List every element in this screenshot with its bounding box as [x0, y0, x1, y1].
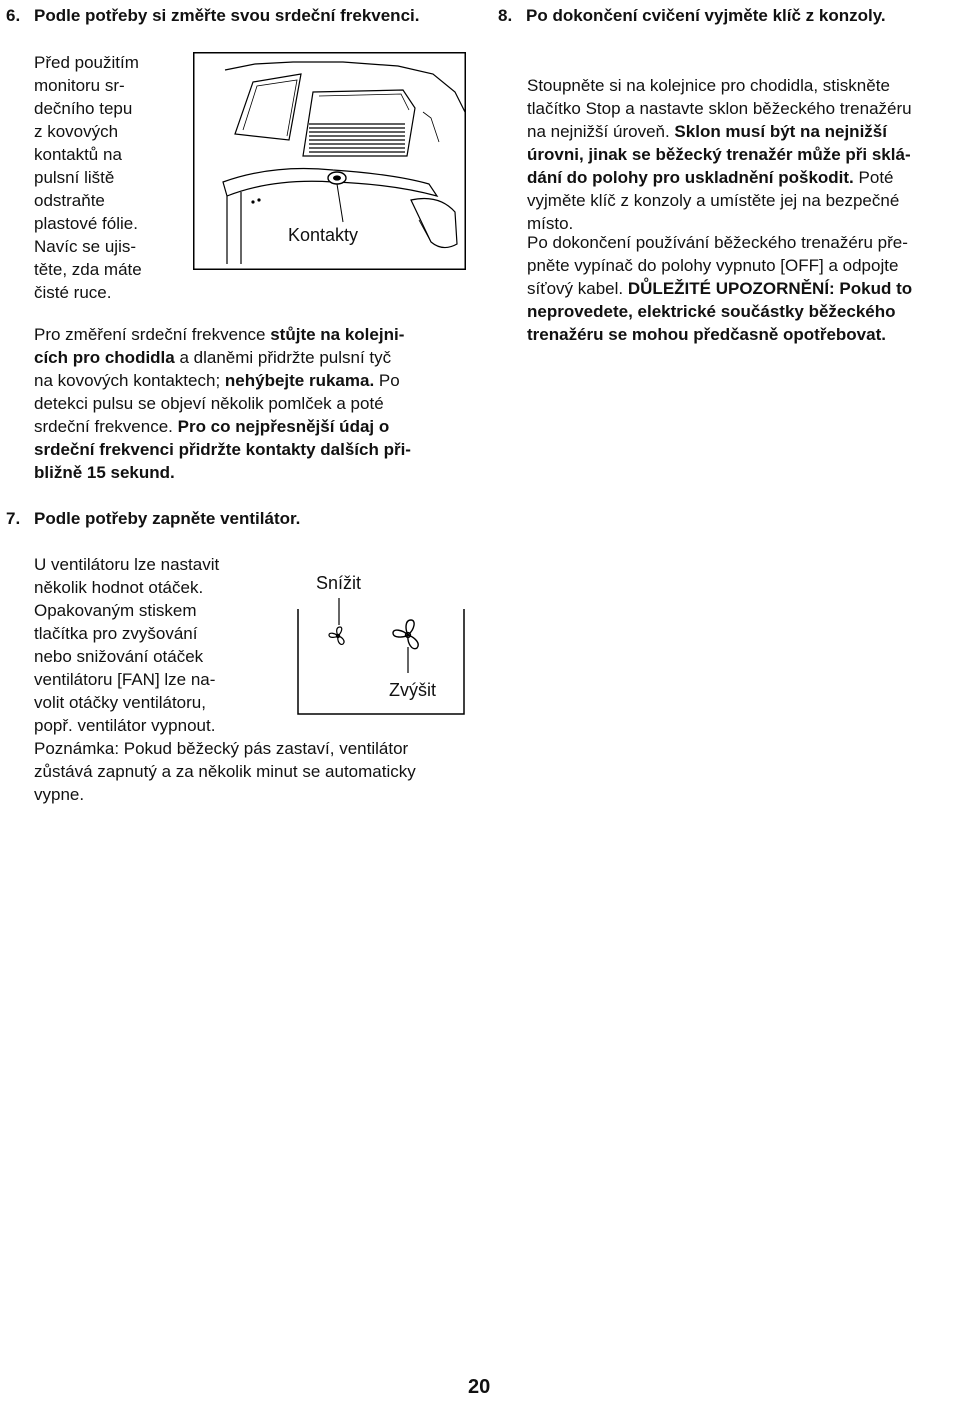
fan-increase-label: Zvýšit [389, 680, 436, 700]
section-6-number: 6. [6, 6, 21, 25]
text-run: Poté [853, 168, 894, 187]
note-line: Poznámka: Pokud běžecký pás zastaví, ventilátor [34, 739, 409, 758]
paragraph-line [34, 346, 411, 369]
text-run: na nejnižší úroveň. [527, 122, 675, 141]
section-8-number: 8. [498, 6, 513, 25]
fan-control-illustration [290, 565, 470, 715]
paragraph-line [527, 300, 912, 323]
intro-line: dečního tepu [34, 99, 133, 118]
intro-line: odstraňte [34, 191, 105, 210]
intro-line: pulsní liště [34, 168, 115, 187]
intro-line: těte, zda máte [34, 260, 142, 279]
paragraph-line: místo. [527, 214, 574, 233]
fan-panel-drawing [290, 565, 470, 715]
paragraph-line: pněte vypínač do polohy vypnuto [OFF] a odpojte [527, 256, 899, 275]
body-line: U ventilátoru lze nastavit [34, 555, 220, 574]
section-6-intro [34, 51, 142, 304]
text-run: srdeční frekvence. [34, 417, 178, 436]
note-line: vypne. [34, 785, 85, 804]
body-line: volit otáčky ventilátoru, [34, 693, 206, 712]
section-8-paragraph-1 [527, 74, 912, 235]
section-8-heading [498, 4, 886, 27]
text-run: a dlaněmi přidržte pulsní tyč [174, 348, 392, 367]
paragraph-line [34, 323, 411, 346]
text-run-bold: neprovedete, elektrické součástky běžeckého [527, 302, 896, 321]
body-line: Opakovaným stiskem [34, 601, 197, 620]
section-6-heading [6, 4, 419, 27]
paragraph-line [527, 166, 912, 189]
fan-icon [327, 625, 349, 647]
text-run: Pro změření srdeční frekvence [34, 325, 271, 344]
section-7-number: 7. [6, 509, 21, 528]
text-run-bold: Sklon musí být na nejnižší [674, 122, 887, 141]
paragraph-line [527, 277, 912, 300]
fan-decrease-label: Snížit [316, 573, 362, 593]
paragraph-line [527, 143, 912, 166]
section-6-paragraph [34, 323, 411, 484]
text-run-bold: Pro co nejpřesnější údaj o [177, 417, 390, 436]
section-8-paragraph-2 [527, 231, 912, 346]
body-line: nebo snižování otáček [34, 647, 204, 666]
text-run: Po [374, 371, 400, 390]
intro-line: Navíc se ujis- [34, 237, 137, 256]
treadmill-console-illustration [193, 52, 466, 270]
text-run-bold: cích pro chodidla [34, 348, 175, 367]
text-run-bold: trenažéru se mohou předčasně opotřebovat. [527, 325, 886, 344]
text-run: na kovových kontaktech; [34, 371, 225, 390]
intro-line: čisté ruce. [34, 283, 112, 302]
text-run-bold: úrovni, jinak se běžecký trenažér může při sklá- [527, 145, 911, 164]
section-8-title: Po dokončení cvičení vyjměte klíč z konzoly. [526, 6, 886, 25]
text-run-bold: bližně 15 sekund. [34, 463, 175, 482]
paragraph-line: tlačítko Stop a nastavte sklon běžeckého trenažéru [527, 99, 912, 118]
paragraph-line [34, 415, 411, 438]
intro-line: z kovových [34, 122, 119, 141]
text-run-bold: srdeční frekvenci přidržte kontakty dalších při- [34, 440, 411, 459]
text-run-bold: nehýbejte rukama. [224, 371, 375, 390]
paragraph-line: detekci pulsu se objeví několik pomlček a poté [34, 394, 384, 413]
section-7-title: Podle potřeby zapněte ventilátor. [34, 509, 301, 528]
intro-line: kontaktů na [34, 145, 122, 164]
contacts-label: Kontakty [288, 225, 359, 245]
section-6-title: Podle potřeby si změřte svou srdeční frekvenci. [34, 6, 420, 25]
paragraph-line [34, 438, 411, 461]
intro-line: plastové fólie. [34, 214, 138, 233]
text-run: síťový kabel. [527, 279, 628, 298]
paragraph-line [527, 120, 912, 143]
body-line: tlačítka pro zvyšování [34, 624, 198, 643]
text-run-bold: DŮLEŽITÉ UPOZORNĚNÍ: Pokud to [627, 279, 913, 298]
body-line: několik hodnot otáček. [34, 578, 204, 597]
fan-icon [391, 618, 425, 652]
intro-line: Před použitím [34, 53, 139, 72]
paragraph-line: Po dokončení používání běžeckého trenažéru pře- [527, 233, 908, 252]
paragraph-line: vyjměte klíč z konzoly a umístěte jej na bezpečné [527, 191, 900, 210]
body-line: ventilátoru [FAN] lze na- [34, 670, 216, 689]
paragraph-line [34, 461, 411, 484]
page-number: 20 [468, 1376, 491, 1398]
text-run-bold: stůjte na kolejni- [270, 325, 405, 344]
paragraph-line [527, 323, 912, 346]
paragraph-line [34, 369, 411, 392]
section-7-heading [6, 507, 300, 530]
note-line: zůstává zapnutý a za několik minut se automaticky [34, 762, 416, 781]
paragraph-line: Stoupněte si na kolejnice pro chodidla, stiskněte [527, 76, 890, 95]
text-run-bold: dání do polohy pro uskladnění poškodit. [527, 168, 854, 187]
intro-line: monitoru sr- [34, 76, 125, 95]
body-line: popř. ventilátor vypnout. [34, 716, 216, 735]
